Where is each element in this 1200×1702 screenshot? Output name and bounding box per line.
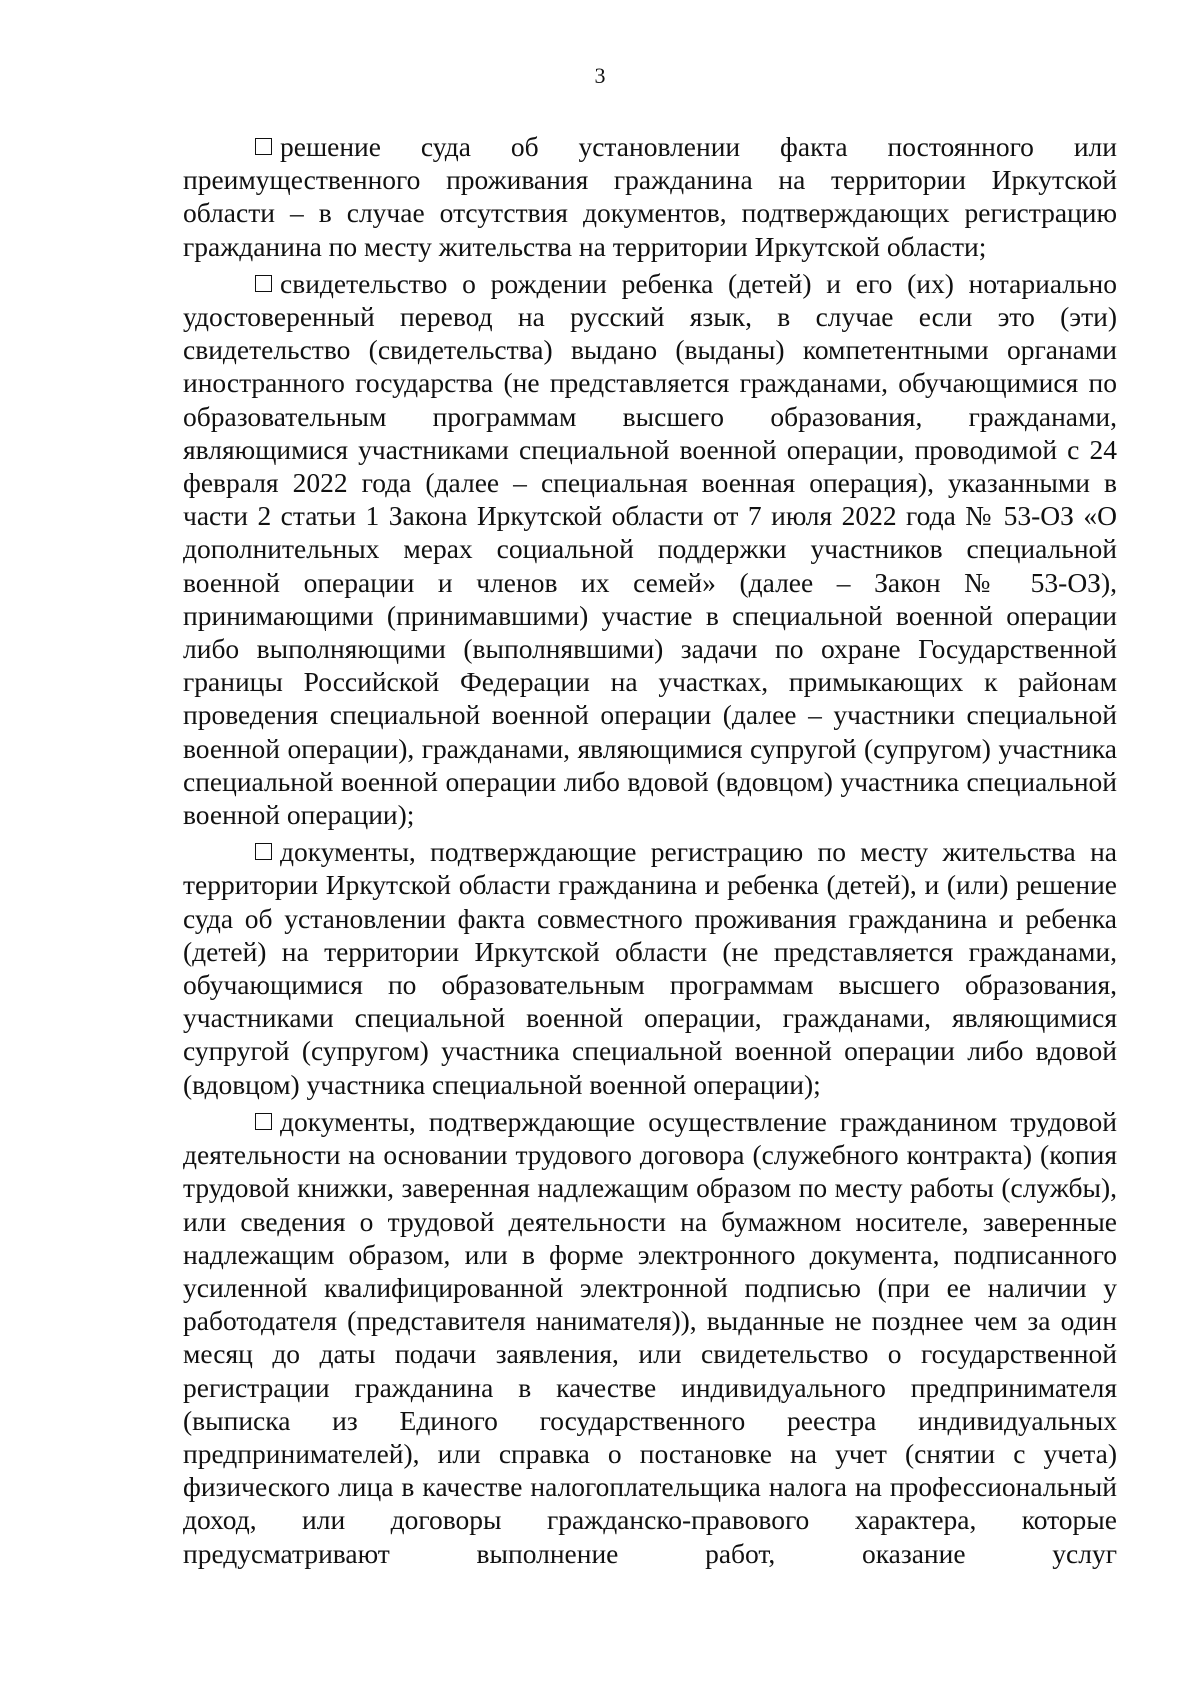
paragraph-court-decision-residence (183, 130, 1117, 263)
paragraph-text: свидетельство о рождении ребенка (детей) и его (их) нотариально удостоверенный перевод на русский язык, в случае если это (эти) свидетельство (свидетельства) выдано (выданы) компетентными органами иностранного государства (не представляется гражданами, обучающимися по образовательным программам высшего образования, гражданами, являющимися участниками специальной военной операции, проводимой с 24 февраля 2022 года (далее – специальная военная операция), указанными в части 2 статьи 1 Закона Иркутской области от 7 июля 2022 года № 53-ОЗ «О дополнительных мерах социальной поддержки участников специальной военной операции и членов их семей» (далее – Закон № 53-ОЗ), принимающими (принимавшими) участие в специальной военной операции либо выполняющими (выполнявшими) задачи по охране Государственной границы Российской Федерации на участках, примыкающих к районам проведения специальной военной операции (далее – участники специальной военной операции), гражданами, являющимися супругой (супругом) участника специальной военной операции либо вдовой (вдовцом) участника специальной военной операции); (183, 267, 1117, 831)
paragraph-text: решение суда об установлении факта постоянного или преимущественного проживания гражданина на территории Иркутской области – в случае отсутствия документов, подтверждающих регистрацию гражданина по месту жительства на территории Иркутской области; (183, 131, 1117, 262)
document-body (183, 130, 1117, 1570)
checkbox-icon (255, 138, 272, 155)
checkbox-icon (255, 275, 272, 292)
paragraph-text: документы, подтверждающие осуществление гражданином трудовой деятельности на основании трудового договора (служебного контракта) (копия трудовой книжки, заверенная надлежащим образом по месту работы (службы), или сведения о трудовой деятельности на бумажном носителе, заверенные надлежащим образом, или в форме электронного документа, подписанного усиленной квалифицированной электронной подписью (при ее наличии у работодателя (представителя нанимателя)), выданные не позднее чем за один месяц до даты подачи заявления, или свидетельство о государственной регистрации гражданина в качестве индивидуального предпринимателя (выписка из Единого государственного реестра индивидуальных предпринимателей), или справка о постановке на учет (снятии с учета) физического лица в качестве налогоплательщика налога на профессиональный доход, или договоры гражданско-правового характера, которые предусматривают выполнение работ, оказание услуг (183, 1105, 1117, 1569)
page-number: 3 (594, 63, 606, 88)
paragraph-birth-certificate (183, 267, 1117, 831)
checkbox-icon (255, 843, 272, 860)
paragraph-registration-documents (183, 835, 1117, 1101)
paragraph-employment-documents (183, 1105, 1117, 1570)
paragraph-text: документы, подтверждающие регистрацию по месту жительства на территории Иркутской области гражданина и ребенка (детей), и (или) решение суда об установлении факта совместного проживания гражданина и ребенка (детей) на территории Иркутской области (не представляется гражданами, обучающимися по образовательным программам высшего образования, участниками специальной военной операции, гражданами, являющимися супругой (супругом) участника специальной военной операции либо вдовой (вдовцом) участника специальной военной операции); (183, 836, 1117, 1100)
checkbox-icon (255, 1113, 272, 1130)
